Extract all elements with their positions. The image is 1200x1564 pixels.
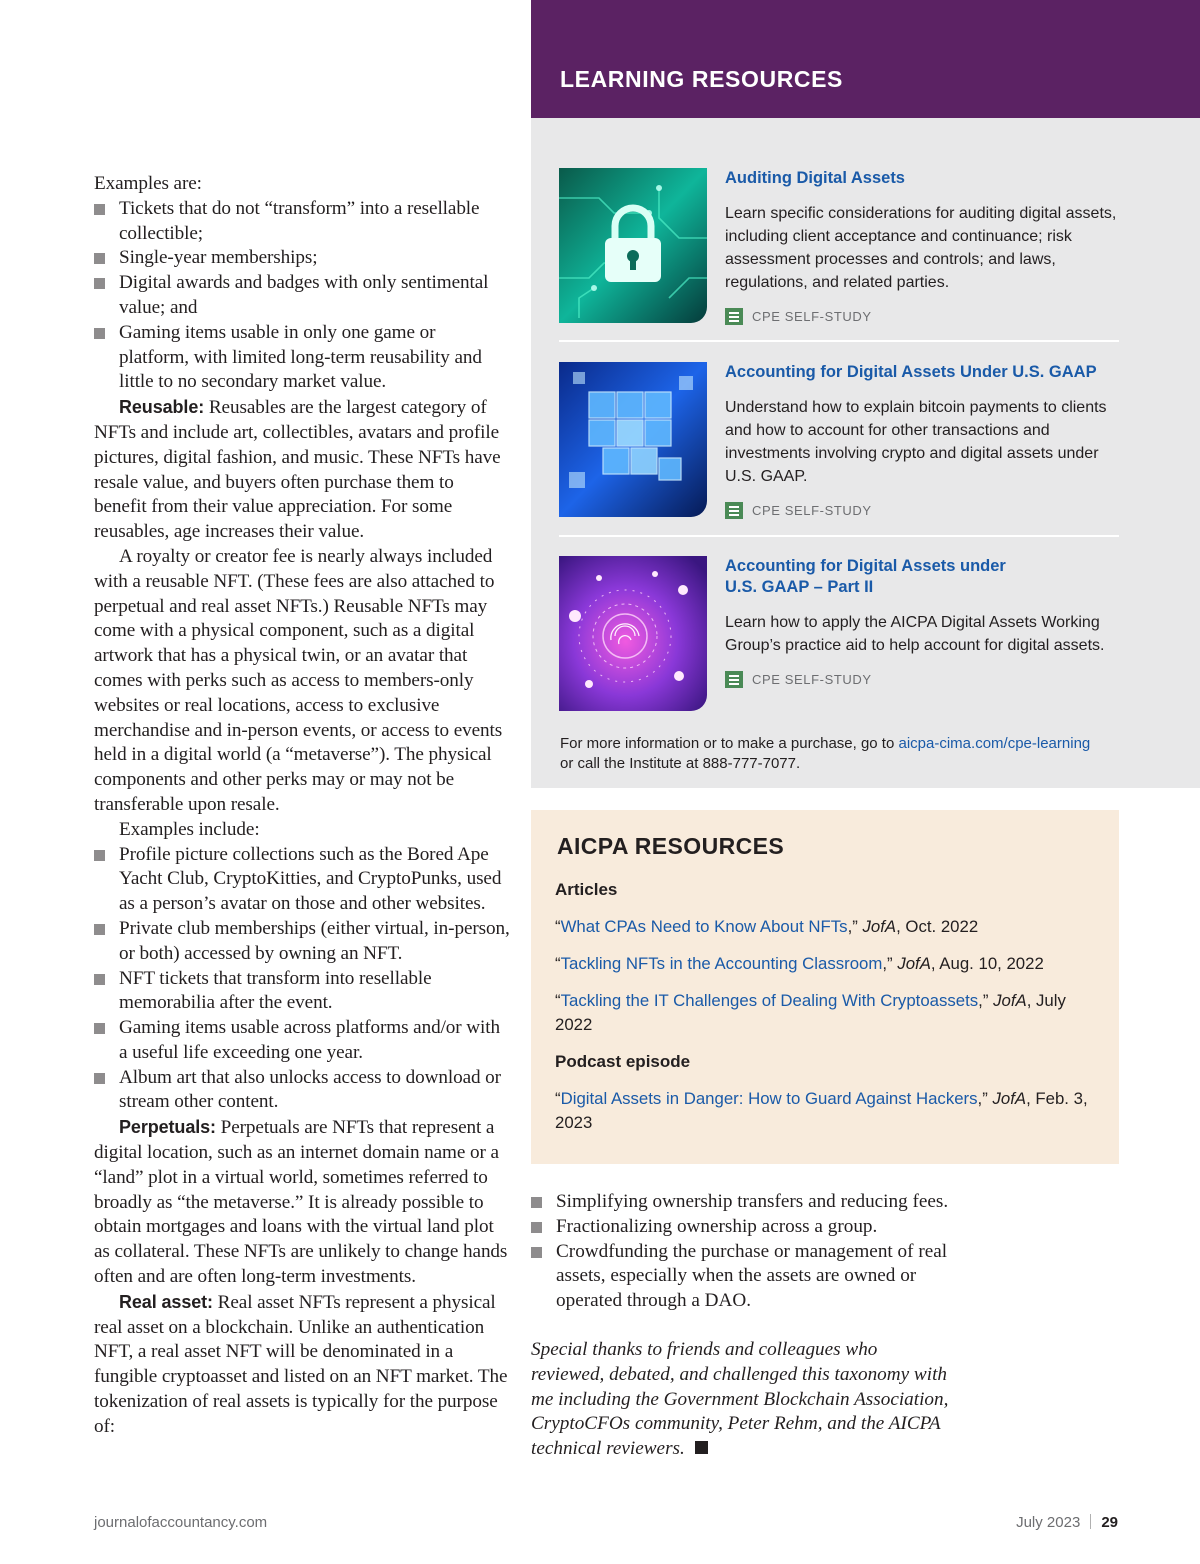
close-quote: ,” — [977, 1089, 988, 1108]
reusable-text: Reusables are the largest category of NFTs and include art, collectibles, avatars and profile pictures, digital fashion, and music. These NFTs have resale value, and buyers often purchase them to benefit from their value appreciation. For some reusables, age increases their value. — [94, 397, 501, 543]
list-item: Single-year memberships; — [94, 246, 510, 271]
list-item: Private club memberships (either virtual, in-person, or both) accessed by owning an NFT. — [94, 917, 510, 967]
left-column — [94, 172, 510, 1440]
article-link[interactable]: What CPAs Need to Know About NFTs — [560, 917, 848, 936]
aicpa-resources-body — [555, 878, 1095, 1135]
list-item: Album art that also unlocks access to download or stream other content. — [94, 1066, 510, 1116]
perpetuals-paragraph — [94, 1115, 510, 1290]
articles-label: Articles — [555, 880, 618, 899]
perpetuals-text: Perpetuals are NFTs that represent a digital location, such as an internet domain name or a “land” plot in a virtual world, sometimes referred to broadly as “the metaverse.” It is already possible to obtain mortgages and loans with the virtual land plot as collateral. These NFTs are unlikely to change hands often and are often long-term investments. — [94, 1117, 508, 1288]
open-quote: “ — [555, 991, 561, 1010]
course-description: Learn specific considerations for auditing digital assets, including client acceptance and continuance; risk assessment processes and controls; and laws, regulations, and related parties. — [725, 205, 1117, 291]
podcast-date: , Feb. 3, 2023 — [555, 1089, 1088, 1132]
podcast-label: Podcast episode — [555, 1052, 691, 1071]
cpe-learning-link[interactable]: aicpa-cima.com/cpe-learning — [898, 735, 1091, 752]
publication: JofA — [897, 954, 931, 973]
article-item — [555, 989, 1095, 1037]
examples2-list — [94, 843, 510, 1116]
close-quote: ,” — [978, 991, 989, 1010]
list-item: NFT tickets that transform into resellable memorabilia after the event. — [94, 967, 510, 1017]
royalty-paragraph: A royalty or creator fee is nearly always included with a reusable NFT. (These fees are also attached to perpetual and real asset NFTs.) Reusable NFTs may come with a physical component, such as a digital artwork that has a physical twin, or an avatar that comes with perks such as access to members-only websites or real locations, access to exclusive merchandise and in-person events, or access to events held in a digital world (a “metaverse”). The physical components and other perks may or may not be transferable upon resale. — [94, 545, 503, 815]
reusable-lead: Reusable: — [119, 397, 205, 418]
list-item: Tickets that do not “transform” into a resellable collectible; — [94, 197, 510, 247]
reusable-paragraph — [94, 395, 510, 545]
learning-resources-header — [531, 0, 1200, 118]
publication: JofA — [992, 1089, 1027, 1108]
examples-list — [94, 197, 510, 395]
open-quote: “ — [555, 917, 561, 936]
footer-issue — [1016, 1514, 1118, 1531]
cpe-label: CPE SELF-STUDY — [752, 672, 872, 687]
fingerprint-network-illustration — [559, 556, 707, 711]
issue-date: July 2023 — [1016, 1514, 1081, 1531]
learning-resources-panel — [531, 118, 1200, 788]
list-item: Gaming items usable in only one game or platform, with limited long-term reusability and little to no secondary market value. — [94, 321, 510, 395]
list-item: Crowdfunding the purchase or management of real assets, especially when the assets are owned or operated through a DAO. — [531, 1240, 951, 1314]
padlock-circuit-illustration — [559, 168, 707, 323]
aicpa-resources-box — [531, 810, 1119, 1164]
course-description: Learn how to apply the AICPA Digital Assets Working Group’s practice aid to help account for digital assets. — [725, 614, 1105, 654]
cpe-tag — [725, 308, 1125, 325]
more-info-text: For more information or to make a purchase, go to — [560, 735, 899, 752]
end-mark-icon — [695, 1441, 708, 1454]
course-text — [725, 556, 1125, 688]
publication: JofA — [993, 991, 1027, 1010]
cpe-tag — [725, 671, 1125, 688]
real-asset-text: Real asset NFTs represent a physical real asset on a blockchain. Unlike an authentication NFT, a real asset NFT will be denominated in a fungible cryptoasset and listed on an NFT market. The tokenization of real assets is typically for the purpose of: — [94, 1291, 508, 1437]
cpe-label: CPE SELF-STUDY — [752, 503, 872, 518]
purpose-list — [531, 1190, 951, 1314]
close-quote: ,” — [882, 954, 893, 973]
article-item — [555, 915, 1095, 939]
course-text — [725, 168, 1125, 325]
list-item: Fractionalizing ownership across a group. — [531, 1215, 951, 1240]
list-item: Digital awards and badges with only sentimental value; and — [94, 271, 510, 321]
article-link[interactable]: Tackling the IT Challenges of Dealing With Cryptoassets — [560, 991, 979, 1010]
article-date: , Aug. 10, 2022 — [930, 954, 1044, 973]
podcast-link[interactable]: Digital Assets in Danger: How to Guard Against Hackers — [560, 1089, 978, 1108]
list-item: Simplifying ownership transfers and reducing fees. — [531, 1190, 951, 1215]
acknowledgments — [531, 1338, 951, 1462]
perpetuals-lead: Perpetuals: — [119, 1117, 216, 1138]
learning-resources-title: LEARNING RESOURCES — [560, 66, 843, 92]
course-image-fingerprint — [559, 556, 707, 711]
open-quote: “ — [555, 1089, 561, 1108]
real-asset-lead: Real asset: — [119, 1291, 213, 1312]
article-date: , July 2022 — [555, 991, 1066, 1034]
blue-cubes-illustration — [559, 362, 707, 517]
footer-site: journalofaccountancy.com — [94, 1514, 268, 1531]
list-item: Gaming items usable across platforms and/or with a useful life exceeding one year. — [94, 1016, 510, 1066]
podcast-item — [555, 1087, 1095, 1135]
course-title[interactable]: Auditing Digital Assets — [725, 169, 905, 187]
acknowledgments-text: Special thanks to friends and colleagues who reviewed, debated, and challenged this taxonomy with me including the Government Blockchain Association, CryptoCFOs community, Peter Rehm, and the AICPA technical reviewers. — [531, 1338, 949, 1460]
course-divider — [559, 535, 1119, 537]
examples2-intro: Examples include: — [119, 818, 260, 840]
publication: JofA — [862, 917, 897, 936]
course-image-cubes — [559, 362, 707, 517]
aicpa-resources-title: AICPA RESOURCES — [557, 833, 785, 859]
footer-separator — [1090, 1514, 1091, 1529]
course-title[interactable]: Accounting for Digital Assets under U.S. GAAP – Part II — [725, 557, 1006, 596]
course-divider — [559, 340, 1119, 342]
document-icon — [725, 502, 743, 519]
real-asset-paragraph — [94, 1290, 510, 1440]
course-title[interactable]: Accounting for Digital Assets Under U.S. GAAP — [725, 363, 1097, 381]
more-info-phone: or call the Institute at 888-777-7077. — [560, 755, 801, 772]
page-number: 29 — [1101, 1514, 1118, 1531]
course-text — [725, 362, 1125, 519]
document-icon — [725, 308, 743, 325]
cpe-tag — [725, 502, 1125, 519]
list-item: Profile picture collections such as the Bored Ape Yacht Club, CryptoKitties, and CryptoPunks, used as a person’s avatar on those and other websites. — [94, 843, 510, 917]
document-icon — [725, 671, 743, 688]
open-quote: “ — [555, 954, 561, 973]
course-image-lock — [559, 168, 707, 323]
article-item — [555, 952, 1095, 976]
article-link[interactable]: Tackling NFTs in the Accounting Classroom — [560, 954, 883, 973]
article-date: , Oct. 2022 — [896, 917, 979, 936]
right-body-column — [531, 1190, 951, 1462]
examples-intro: Examples are: — [94, 173, 202, 194]
course-description: Understand how to explain bitcoin payments to clients and how to account for other transactions and investments involving crypto and digital assets under U.S. GAAP. — [725, 399, 1107, 485]
cpe-label: CPE SELF-STUDY — [752, 309, 872, 324]
more-info — [560, 734, 1160, 774]
close-quote: ,” — [847, 917, 858, 936]
